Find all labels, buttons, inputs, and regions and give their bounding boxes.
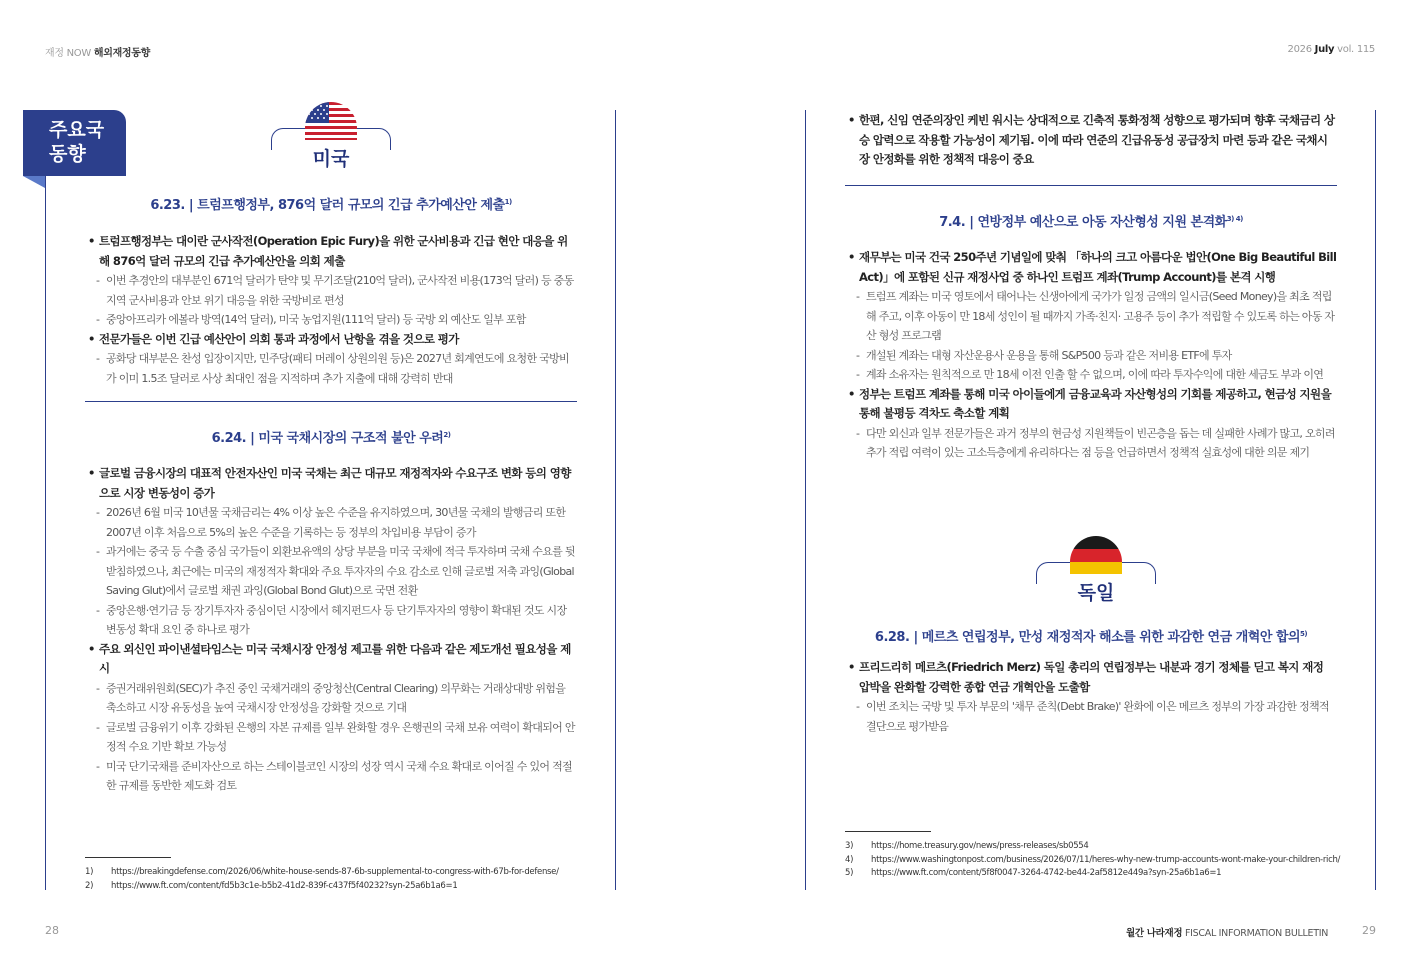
bullet-main: • 트럼프행정부는 대이란 군사작전(Operation Epic Fury)을 위한 군사비용과 긴급 현안 대응을 위해 876억 달러 규모의 긴급 추가예산안을 의회 제출 — [85, 232, 577, 271]
header-volume: vol. 115 — [1337, 44, 1375, 55]
footnote-number: 2) — [85, 880, 94, 891]
bullet-sub: - 계좌 소유자는 원칙적으로 만 18세 이전 인출 할 수 없으며, 이에 따라 투자수익에 대한 세금도 부과 이연 — [845, 365, 1337, 385]
section-divider — [845, 185, 1337, 186]
page-number-left: 28 — [45, 924, 59, 937]
bullet-sub: - 미국 단기국채를 준비자산으로 하는 스테이블코인 시장의 성장 역시 국채 수요 확대로 이어질 수 있어 적절한 규제를 동반한 제도화 검토 — [85, 757, 577, 796]
country-name-germany: 독일 — [1077, 582, 1115, 604]
section-title-6-28 — [845, 626, 1337, 645]
footnote-number: 1) — [85, 867, 94, 877]
bulletin-title-bold: 월간 나라재정 — [1126, 928, 1183, 939]
footnote-link[interactable]: https://www.ft.com/content/fd5b3c1e-b5b2-41d2-839f-c437f5f40232?syn-25a6b1a6=1 — [111, 880, 458, 891]
footnote-link[interactable]: https://home.treasury.gov/news/press-releases/sb0554 — [871, 841, 1089, 851]
footnote-rule — [845, 831, 931, 832]
footnote-item — [85, 880, 605, 894]
bullet-main: • 재무부는 미국 건국 250주년 기념일에 맞춰 「하나의 크고 아름다운 법안(One Big Beautiful Bill Act)」에 포함된 신규 재정사업 중 하나인 트럼프 계좌(Trump Account)를 본격 시행 — [845, 248, 1337, 287]
section-title-text: 6.24. | 미국 국채시장의 구조적 불안 우려 — [211, 431, 444, 446]
footnote-number: 3) — [845, 841, 854, 851]
section-body-6-28 — [845, 658, 1337, 736]
section-body-6-24-continued — [845, 111, 1337, 170]
right-page-rule-right — [1375, 110, 1376, 890]
section-title-text: 6.28. | 메르츠 연립정부, 만성 재정적자 해소를 위한 과감한 연금 개혁안 합의 — [874, 630, 1301, 645]
bullet-sub: - 중앙아프리카 에볼라 방역(14억 달러), 미국 농업지원(111억 달러) 등 국방 외 예산도 일부 포함 — [85, 310, 577, 330]
footnote-item — [85, 866, 605, 880]
bullet-sub: - 글로벌 금융위기 이후 강화된 은행의 자본 규제를 일부 완화할 경우 은행권의 국채 보유 여력이 확대되어 안정적 수요 기반 확보 가능성 — [85, 718, 577, 757]
section-title-6-23 — [85, 194, 577, 213]
left-margin-rule — [45, 176, 46, 890]
country-badge-germany — [1036, 536, 1156, 606]
bullet-sub: - 트럼프 계좌는 미국 영토에서 태어나는 신생아에게 국가가 일정 금액의 일시금(Seed Money)을 최초 적립해 주고, 이후 아동이 만 18세 성인이 될 때까지 가족·친지· 고용주 등이 추가 적립할 수 있도록 하는 아동 자산 형성 프로그램 — [845, 287, 1337, 346]
us-flag-icon — [305, 102, 357, 140]
bullet-main: • 프리드리히 메르츠(Friedrich Merz) 독일 총리의 연립정부는 내분과 경기 정체를 딛고 복지 재정 압박을 완화할 강력한 종합 연금 개혁안을 도출함 — [845, 658, 1337, 697]
header-year: 2026 — [1287, 44, 1312, 55]
bullet-sub: - 다만 외신과 일부 전문가들은 과거 정부의 현금성 지원책들이 빈곤층을 돕는 데 실패한 사례가 많고, 오히려 추가 적립 여력이 있는 고소득층에게 유리하다는 점 등을 언급하면서 정책적 실효성에 대한 의문 제기 — [845, 424, 1337, 463]
header-prefix: 재정 NOW — [45, 48, 91, 59]
bulletin-title — [1126, 925, 1328, 939]
section-tab-fold — [23, 176, 45, 188]
country-name-us: 미국 — [312, 148, 350, 170]
right-page-rule-left — [805, 110, 806, 890]
left-page-rule — [615, 110, 616, 890]
bullet-sub: - 개설된 계좌는 대형 자산운용사 운용을 통해 S&P500 등과 같은 저비용 ETF에 투자 — [845, 346, 1337, 366]
bullet-sub: - 2026년 6월 미국 10년물 국채금리는 4% 이상 높은 수준을 유지하였으며, 30년물 국채의 발행금리 또한 2007년 이후 처음으로 5%의 높은 수준을 기록하는 등 정부의 차입비용 부담이 증가 — [85, 503, 577, 542]
footnote-item — [845, 840, 1345, 854]
section-tab — [23, 110, 126, 176]
section-title-text: 7.4. | 연방정부 예산으로 아동 자산형성 지원 본격화 — [939, 215, 1227, 230]
bullet-sub: - 과거에는 중국 등 수출 중심 국가들이 외환보유액의 상당 부분을 미국 국채에 적극 투자하며 국채 수요를 뒷받침하였으나, 최근에는 미국의 재정적자 확대와 주요 투자자의 수요 감소로 인해 글로벌 저축 과잉(Global Saving Glut)에서 글로벌 채권 과잉(Global Bond Glut)으로 국면 전환 — [85, 542, 577, 601]
footnote-link[interactable]: https://breakingdefense.com/2026/06/white-house-sends-87-6b-supplemental-to-congress-with-67b-for-defense/ — [111, 867, 559, 877]
footnotes-right — [845, 840, 1345, 881]
header-section: 해외재정동향 — [93, 48, 151, 59]
bulletin-title-rest: FISCAL INFORMATION BULLETIN — [1185, 928, 1329, 939]
footnote-link[interactable]: https://www.washingtonpost.com/business/2026/07/11/heres-why-new-trump-accounts-wont-make-your-children-rich/ — [871, 854, 1341, 865]
section-tab-line1: 주요국 — [49, 119, 105, 141]
footnote-ref: 1) — [504, 197, 512, 206]
footnote-ref: 2) — [443, 430, 451, 439]
germany-flag-icon — [1070, 536, 1122, 574]
bullet-sub: - 이번 조치는 국방 및 투자 부문의 '채무 준칙(Debt Brake)' 완화에 이은 메르츠 정부의 가장 과감한 정책적 결단으로 평가받음 — [845, 697, 1337, 736]
bullet-main: • 한편, 신임 연준의장인 케빈 워시는 상대적으로 긴축적 통화정책 성향으로 평가되며 향후 국채금리 상승 압력으로 작용할 가능성이 제기됨. 이에 따라 연준의 긴급유동성 공급장치 마련 등과 같은 국채시장 안정화를 위한 정책적 대응이 중요 — [845, 111, 1337, 170]
footnote-number: 4) — [845, 854, 854, 865]
bullet-main: • 주요 외신인 파이낸셜타임스는 미국 국채시장 안정성 제고를 위한 다음과 같은 제도개선 필요성을 제시 — [85, 640, 577, 679]
section-body-7-4 — [845, 248, 1337, 463]
footnote-ref: 5) — [1300, 629, 1308, 638]
bullet-main: • 정부는 트럼프 계좌를 통해 미국 아이들에게 금융교육과 자산형성의 기회를 제공하고, 현금성 지원을 통해 불평등 격차도 축소할 계획 — [845, 385, 1337, 424]
footnote-ref: 3) 4) — [1226, 214, 1243, 223]
footnote-item — [845, 854, 1345, 868]
header-month: July — [1314, 44, 1335, 55]
bullet-main: • 글로벌 금융시장의 대표적 안전자산인 미국 국채는 최근 대규모 재정적자와 수요구조 변화 등의 영향으로 시장 변동성이 증가 — [85, 464, 577, 503]
footnote-number: 5) — [845, 868, 854, 878]
section-title-7-4 — [845, 211, 1337, 230]
country-badge-us — [271, 102, 391, 172]
page-number-right: 29 — [1362, 924, 1376, 937]
section-title-text: 6.23. | 트럼프행정부, 876억 달러 규모의 긴급 추가예산안 제출 — [150, 198, 505, 213]
section-body-6-24 — [85, 464, 577, 796]
footnote-rule — [85, 857, 171, 858]
footnote-item — [845, 867, 1345, 881]
footnotes-left — [85, 866, 605, 893]
bullet-sub: - 중앙은행·연기금 등 장기투자자 중심이던 시장에서 헤지펀드사 등 단기투자자의 영향이 확대된 것도 시장 변동성 확대 요인 중 하나로 평가 — [85, 601, 577, 640]
section-divider — [85, 401, 577, 402]
section-title-6-24 — [85, 427, 577, 446]
section-body-6-23 — [85, 232, 577, 388]
running-header-right — [1288, 44, 1375, 55]
bullet-main: • 전문가들은 이번 긴급 예산안이 의회 통과 과정에서 난항을 겪을 것으로 평가 — [85, 330, 577, 350]
footnote-link[interactable]: https://www.ft.com/content/5f8f0047-3264-4742-be44-2af5812e449a?syn-25a6b1a6=1 — [871, 868, 1222, 878]
bullet-sub: - 증권거래위원회(SEC)가 추진 중인 국채거래의 중앙청산(Central Clearing) 의무화는 거래상대방 위험을 축소하고 시장 유동성을 높여 국채시장 안정성을 강화할 것으로 기대 — [85, 679, 577, 718]
bullet-sub: - 이번 추경안의 대부분인 671억 달러가 탄약 및 무기조달(210억 달러), 군사작전 비용(173억 달러) 등 중동 지역 군사비용과 안보 위기 대응을 위한 국방비로 편성 — [85, 271, 577, 310]
running-header-left — [45, 44, 150, 59]
bullet-sub: - 공화당 대부분은 찬성 입장이지만, 민주당(패티 머레이 상원의원 등)은 2027년 회계연도에 요청한 국방비가 이미 1.5조 달러로 사상 최대인 점을 지적하며 추가 지출에 대해 강력히 반대 — [85, 349, 577, 388]
section-tab-line2: 동향 — [49, 143, 86, 165]
